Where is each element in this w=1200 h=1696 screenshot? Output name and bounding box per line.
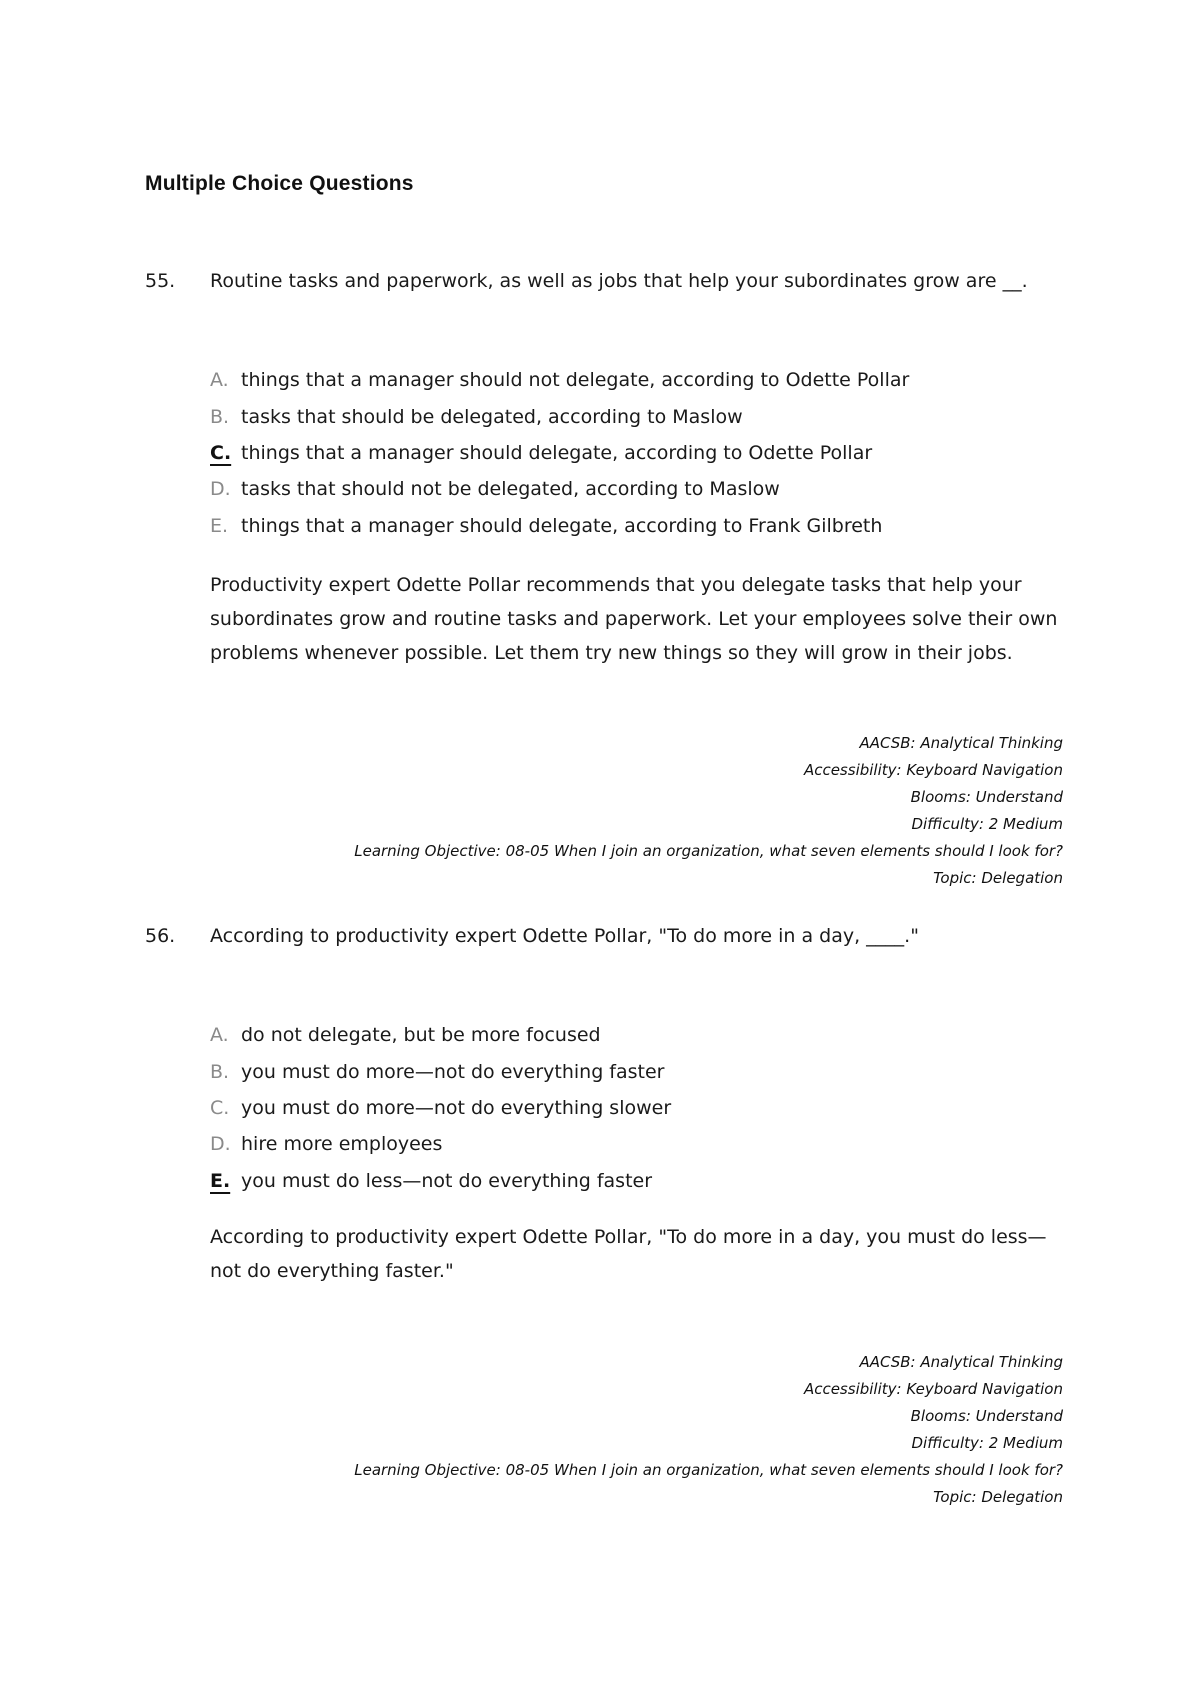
question-metadata: [354, 1349, 1063, 1511]
meta-blooms: Blooms: Understand: [910, 1407, 1063, 1425]
option-c: [210, 1090, 671, 1126]
meta-difficulty: Difficulty: 2 Medium: [911, 815, 1063, 833]
option-letter: B.: [210, 1060, 230, 1083]
option-text: things that a manager should not delegate, according to Odette Pollar: [241, 369, 910, 392]
meta-aacsb: AACSB: Analytical Thinking: [859, 734, 1063, 752]
answer-explanation: Productivity expert Odette Pollar recommends that you delegate tasks that help your subordinates grow and routine tasks and paperwork. Let your employees solve their own problems whenever possible. Let them try new things so they will grow in their jobs.: [210, 574, 1058, 664]
section-title: Multiple Choice Questions: [145, 172, 414, 195]
option-e-correct: [210, 1163, 671, 1199]
option-letter: C.: [210, 441, 232, 464]
meta-aacsb: AACSB: Analytical Thinking: [859, 1353, 1063, 1371]
option-text: tasks that should be delegated, according to Maslow: [241, 405, 743, 428]
meta-topic: Topic: Delegation: [933, 1488, 1063, 1506]
option-text: things that a manager should delegate, according to Odette Pollar: [241, 441, 873, 464]
correct-answer-marker: [210, 1170, 241, 1192]
meta-difficulty: Difficulty: 2 Medium: [911, 1434, 1063, 1452]
meta-accessibility: Accessibility: Keyboard Navigation: [803, 761, 1063, 779]
question-metadata: [354, 730, 1063, 892]
meta-blooms: Blooms: Understand: [910, 788, 1063, 806]
option-a: [210, 1017, 671, 1053]
meta-accessibility: Accessibility: Keyboard Navigation: [803, 1380, 1063, 1398]
correct-answer-marker: [210, 442, 241, 464]
option-letter: A.: [210, 369, 229, 392]
question-number: 55.: [145, 270, 176, 292]
option-b: [210, 398, 909, 434]
option-a: [210, 362, 909, 398]
option-c-correct: [210, 435, 909, 471]
question-text: According to productivity expert Odette Pollar, "To do more in a day, ____.": [210, 925, 919, 947]
option-text: tasks that should not be delegated, according to Maslow: [241, 478, 780, 501]
option-text: do not delegate, but be more focused: [241, 1024, 601, 1047]
question-number: 56.: [145, 925, 176, 947]
meta-learning-objective: Learning Objective: 08-05 When I join an organization, what seven elements should I look for?: [354, 1461, 1063, 1479]
option-letter: E.: [210, 1169, 231, 1192]
answer-options: [210, 1017, 671, 1199]
option-text: things that a manager should delegate, according to Frank Gilbreth: [241, 514, 883, 537]
option-d: [210, 1126, 671, 1162]
option-letter: E.: [210, 514, 229, 537]
meta-topic: Topic: Delegation: [933, 869, 1063, 887]
option-letter: D.: [210, 1133, 231, 1156]
option-letter: D.: [210, 478, 231, 501]
option-d: [210, 471, 909, 507]
answer-explanation: According to productivity expert Odette Pollar, "To do more in a day, you must do less—not do everything faster.": [210, 1226, 1047, 1282]
meta-learning-objective: Learning Objective: 08-05 When I join an organization, what seven elements should I look for?: [354, 842, 1063, 860]
question-text: Routine tasks and paperwork, as well as jobs that help your subordinates grow are __.: [210, 270, 1028, 292]
option-letter: C.: [210, 1096, 230, 1119]
option-e: [210, 508, 909, 544]
option-text: you must do more—not do everything slower: [241, 1096, 672, 1119]
option-b: [210, 1053, 671, 1089]
option-text: you must do more—not do everything faster: [241, 1060, 665, 1083]
option-text: you must do less—not do everything faster: [241, 1169, 653, 1192]
option-text: hire more employees: [241, 1133, 443, 1156]
option-letter: B.: [210, 405, 230, 428]
answer-options: [210, 362, 909, 544]
option-letter: A.: [210, 1024, 229, 1047]
